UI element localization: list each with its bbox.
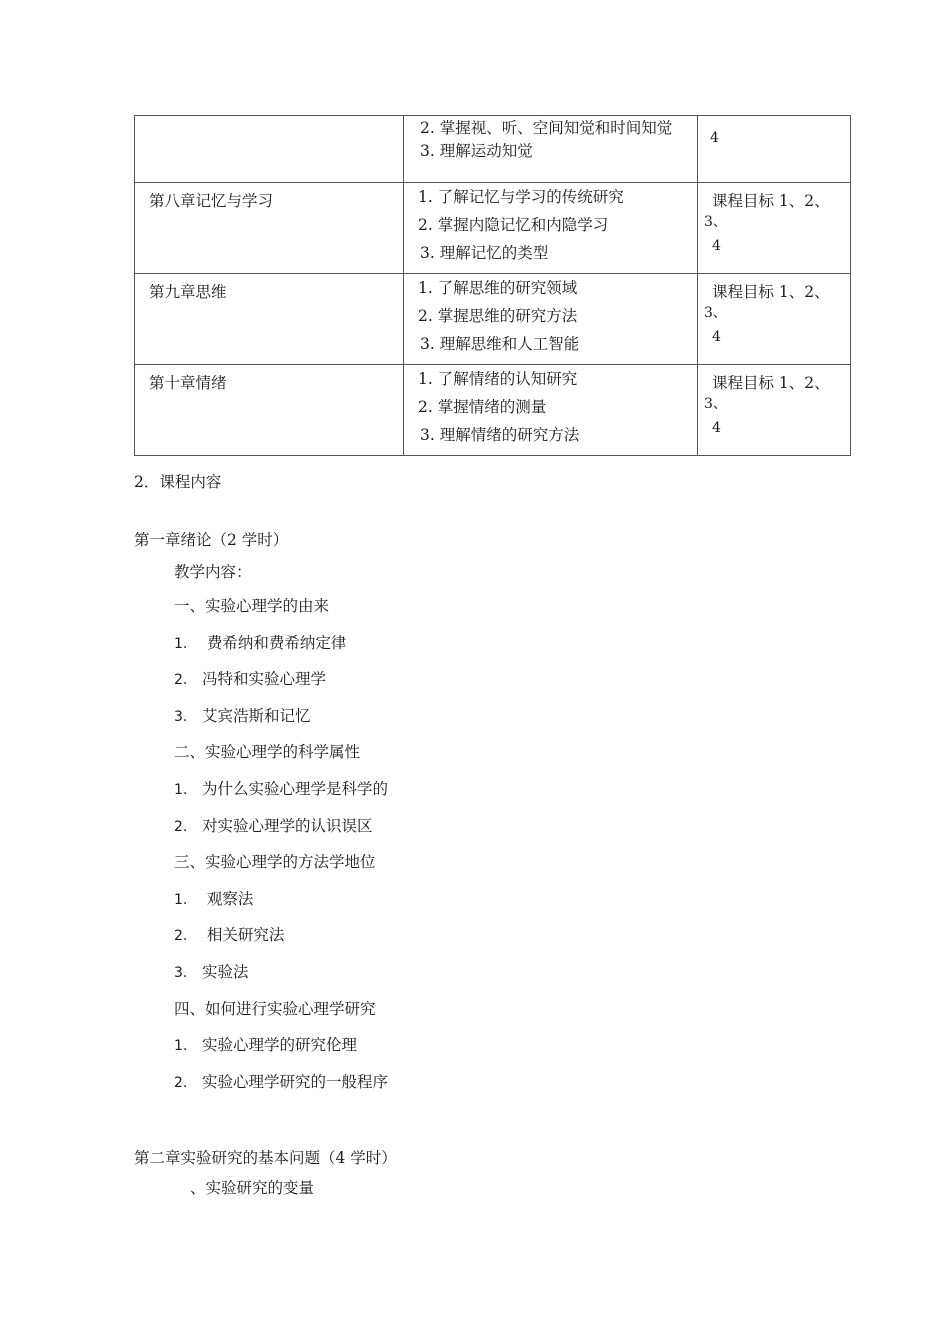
item-number: 2. (174, 672, 188, 688)
objectives-table (134, 115, 851, 456)
item-number: 3. (174, 709, 188, 725)
target-line: 4 (712, 238, 721, 254)
target-line: 课程目标 1、2、 (712, 374, 830, 392)
item-text: 二、实验心理学的科学属性 (174, 743, 361, 761)
target-cell (698, 274, 851, 365)
item-text: 观察法 (202, 890, 254, 908)
target-line: 4 (712, 329, 721, 345)
item-number: 1. (174, 636, 188, 652)
chapter-title: 第一章绪论（2 学时） (134, 531, 289, 549)
item-text: 实验心理学研究的一般程序 (202, 1073, 389, 1091)
target-cell (698, 365, 851, 456)
chapter-cell: 第八章记忆与学习 (135, 183, 404, 274)
list-item (174, 997, 376, 1019)
item-text: 实验法 (202, 963, 249, 981)
target-cell (698, 183, 851, 274)
chapter-cell: 第十章情绪 (135, 365, 404, 456)
table-row (135, 116, 851, 183)
content-line: 1. 了解情绪的认知研究 (418, 370, 578, 388)
content-line: 1. 了解思维的研究领域 (418, 279, 578, 297)
list-item (174, 1070, 388, 1092)
content-line: 3. 理解情绪的研究方法 (420, 426, 580, 444)
item-text: 一、实验心理学的由来 (174, 597, 330, 615)
content-line: 3. 理解思维和人工智能 (420, 335, 580, 353)
item-number: 1. (174, 1038, 188, 1054)
list-item (174, 631, 346, 653)
item-text: 四、如何进行实验心理学研究 (174, 1000, 376, 1018)
list-item (174, 1033, 357, 1055)
item-text: 三、实验心理学的方法学地位 (174, 853, 376, 871)
item-number: 1. (174, 892, 188, 908)
list-item (174, 777, 388, 799)
content-cell (404, 116, 698, 183)
item-text: 冯特和实验心理学 (202, 670, 327, 688)
teaching-label: 教学内容： (174, 563, 252, 581)
list-item (174, 740, 360, 762)
content-line: 3. 理解记忆的类型 (420, 244, 549, 262)
list-item (174, 850, 376, 872)
table-row (135, 274, 851, 365)
content-cell (404, 183, 698, 274)
item-text: 实验心理学的研究伦理 (202, 1036, 358, 1054)
section-title: 2．课程内容 (134, 473, 222, 491)
table-row (135, 183, 851, 274)
list-item (174, 704, 311, 726)
item-text: 相关研究法 (202, 926, 285, 944)
content-line: 2. 掌握内隐记忆和内隐学习 (418, 216, 609, 234)
item-number: 1. (174, 782, 188, 798)
target-line: 课程目标 1、2、 (712, 192, 830, 210)
content-line: 3. 理解运动知觉 (420, 142, 533, 160)
item-text: 为什么实验心理学是科学的 (202, 780, 389, 798)
chapter-title: 第二章实验研究的基本问题（4 学时） (134, 1149, 397, 1167)
item-number: 2. (174, 928, 188, 944)
content-line: 2. 掌握情绪的测量 (418, 398, 547, 416)
list-item (174, 594, 329, 616)
item-number: 2. (174, 1075, 188, 1091)
target-line: 3、 (704, 305, 727, 321)
chapter-cell (135, 116, 404, 183)
target-line: 课程目标 1、2、 (712, 283, 830, 301)
item-number: 2. (174, 819, 188, 835)
item-text: 对实验心理学的认识误区 (202, 817, 373, 835)
content-line: 2. 掌握思维的研究方法 (418, 307, 578, 325)
content-cell (404, 274, 698, 365)
list-item (174, 814, 373, 836)
target-line: 3、 (704, 214, 727, 230)
list-item (174, 667, 326, 689)
list-item: 、实验研究的变量 (190, 1179, 315, 1197)
item-text: 艾宾浩斯和记忆 (202, 707, 311, 725)
item-number: 3. (174, 965, 188, 981)
target-cell (698, 116, 851, 183)
table-row (135, 365, 851, 456)
content-line: 2. 掌握视、听、空间知觉和时间知觉 (420, 119, 673, 137)
list-item (174, 960, 249, 982)
list-item (174, 887, 253, 909)
list-item (174, 923, 284, 945)
target-line: 3、 (704, 396, 727, 412)
content-cell (404, 365, 698, 456)
chapter-cell: 第九章思维 (135, 274, 404, 365)
content-line: 1. 了解记忆与学习的传统研究 (418, 188, 624, 206)
item-text: 费希纳和费希纳定律 (202, 634, 347, 652)
target-line: 4 (712, 420, 721, 436)
target-line: 4 (710, 130, 719, 146)
